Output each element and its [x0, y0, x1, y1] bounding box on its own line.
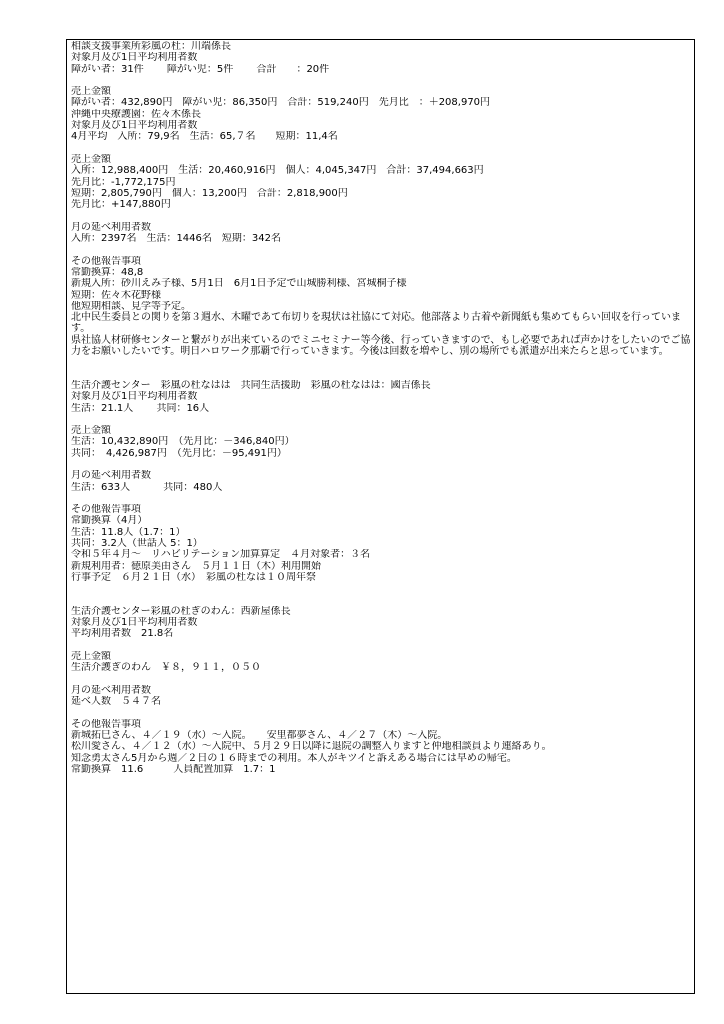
blank-line — [71, 75, 693, 86]
report-line: 対象月及び1日平均利用者数 — [71, 52, 198, 64]
blank-line — [71, 244, 693, 255]
report-line: 対象月及び1日平均利用者数 — [71, 120, 198, 132]
blank-line — [71, 459, 693, 470]
report-line: 短期：2,805,790円 個人：13,200円 合計：2,818,900円 — [71, 187, 348, 199]
blank-line — [71, 493, 693, 504]
report-line: 常勤換算：48,8 — [71, 266, 144, 278]
report-line: 対象月及び1日平均利用者数 — [71, 617, 198, 629]
report-line: 生活介護センター彩風の杜ぎのわん：西新屋係長 — [71, 605, 291, 617]
report-line: その他報告事項 — [71, 718, 141, 730]
report-body — [71, 41, 693, 775]
report-line: 障がい者：31件 障がい児：5件 合計 ：20件 — [71, 63, 330, 75]
report-line: 売上金額 — [71, 425, 111, 437]
report-line: 生活：21.1人 共同：16人 — [71, 402, 210, 414]
report-line: 短期：佐々木花野様 — [71, 289, 161, 301]
report-line: 常勤換算 11.6 人員配置加算 1.7：1 — [71, 764, 276, 775]
report-line: 入所：12,988,400円 生活：20,460,916円 個人：4,045,347円 合計：37,494,663円 — [71, 165, 484, 177]
report-line: 生活：11.8人（1.7：1） — [71, 526, 186, 538]
report-line: 常勤換算（4月） — [71, 515, 148, 527]
report-line: 共同：3.2人（世話人 5：1） — [71, 538, 203, 550]
report-line: その他報告事項 — [71, 255, 141, 267]
report-line: 生活：10,432,890円 （先月比：－346,840円） — [71, 436, 295, 448]
report-line: 生活介護ぎのわん ￥８，９１１，０５０ — [71, 662, 261, 674]
report-line: 対象月及び1日平均利用者数 — [71, 391, 198, 403]
blank-line — [71, 583, 693, 594]
report-line: 松川愛さん、４／１２（水）～入院中、５月２９日以降に退院の調整入りますと仲地相談員より連絡あり。 — [71, 741, 552, 753]
report-line: 行事予定 ６月２１日（水） 彩風の杜なは１０周年祭 — [71, 571, 316, 583]
report-line: 売上金額 — [71, 651, 111, 663]
report-line: 先月比：-1,772,175円 — [71, 176, 176, 188]
report-line: 令和５年４月～ リハビリテーション加算算定 ４月対象者：３名 — [71, 549, 371, 561]
report-line: 知念勇太さん5月から週／２日の１６時までの利用。本人がキツイと訴えある場合には早めの帰宅。 — [71, 752, 517, 764]
report-line: 月の延べ利用者数 — [71, 470, 151, 482]
blank-line — [71, 143, 693, 154]
report-line: 平均利用者数 21.8名 — [71, 628, 174, 640]
report-line: 月の延べ利用者数 — [71, 684, 151, 696]
blank-line — [71, 369, 693, 380]
report-line: 新規入所：砂川えみ子様、5月1日 6月1日予定で山城勝利様、宮城桐子様 — [71, 278, 407, 290]
report-line: 4月平均 入所：79,9名 生活：65,７名 短期：11,4名 — [71, 131, 338, 143]
report-line: 売上金額 — [71, 86, 111, 98]
report-line: その他報告事項 — [71, 504, 141, 516]
blank-line — [71, 708, 693, 719]
report-line: 先月比：+147,880円 — [71, 199, 171, 211]
blank-line — [71, 357, 693, 368]
report-line: 共同： 4,426,987円 （先月比：－95,491円） — [71, 447, 287, 459]
blank-line — [71, 595, 693, 606]
section-sodan-shien — [71, 41, 693, 380]
report-line: 月の延べ利用者数 — [71, 221, 151, 233]
report-line: 他短期相談、見学等予定。 — [71, 300, 191, 312]
report-line: 北中民生委員との関りを第３週水、木曜であて布切りを現状は社協にて対応。他部落より古着や新聞紙も集めてもらい回収を行っています。 — [71, 312, 681, 335]
report-line: 生活介護センター 彩風の杜なはは 共同生活援助 彩風の杜なはは：國吉係長 — [71, 379, 431, 391]
report-line: 沖縄中央療護園：佐々木係長 — [71, 108, 201, 120]
report-line: 新規利用者：徳原美由さん ５月１１日（木）利用開始 — [71, 560, 321, 572]
report-line: 延べ人数 ５４７名 — [71, 696, 161, 708]
report-line: 県社協人材研修センターと繋がりが出来ているのでミニセミナー等今後、行っていきますので、もし必要であれば声かけをしたいのでご協力をお願いしたいです。明日ハロワーク那覇で行っていきます。今後は回数を増やし、別の場所でも派遣が出来たらと思っています。 — [71, 334, 691, 358]
report-line: 売上金額 — [71, 153, 111, 165]
report-line: 入所：2397名 生活：1446名 短期：342名 — [71, 233, 281, 245]
section-seikatsu-kaigo-nanaha — [71, 380, 693, 606]
section-seikatsu-kaigo-wanwan — [71, 606, 693, 775]
blank-line — [71, 414, 693, 425]
report-line: 相談支援事業所彩風の杜：川端係長 — [71, 41, 231, 52]
blank-line — [71, 210, 693, 221]
report-line: 障がい者：432,890円 障がい児：86,350円 合計：519,240円 先月比 ：＋208,970円 — [71, 97, 491, 109]
blank-line — [71, 640, 693, 651]
report-line: 新城拓巳さん、４／１９（水）～入院。 安里都夢さん、４／２７（木）～入院。 — [71, 730, 448, 742]
report-line: 生活：633人 共同：480人 — [71, 481, 223, 493]
blank-line — [71, 674, 693, 685]
